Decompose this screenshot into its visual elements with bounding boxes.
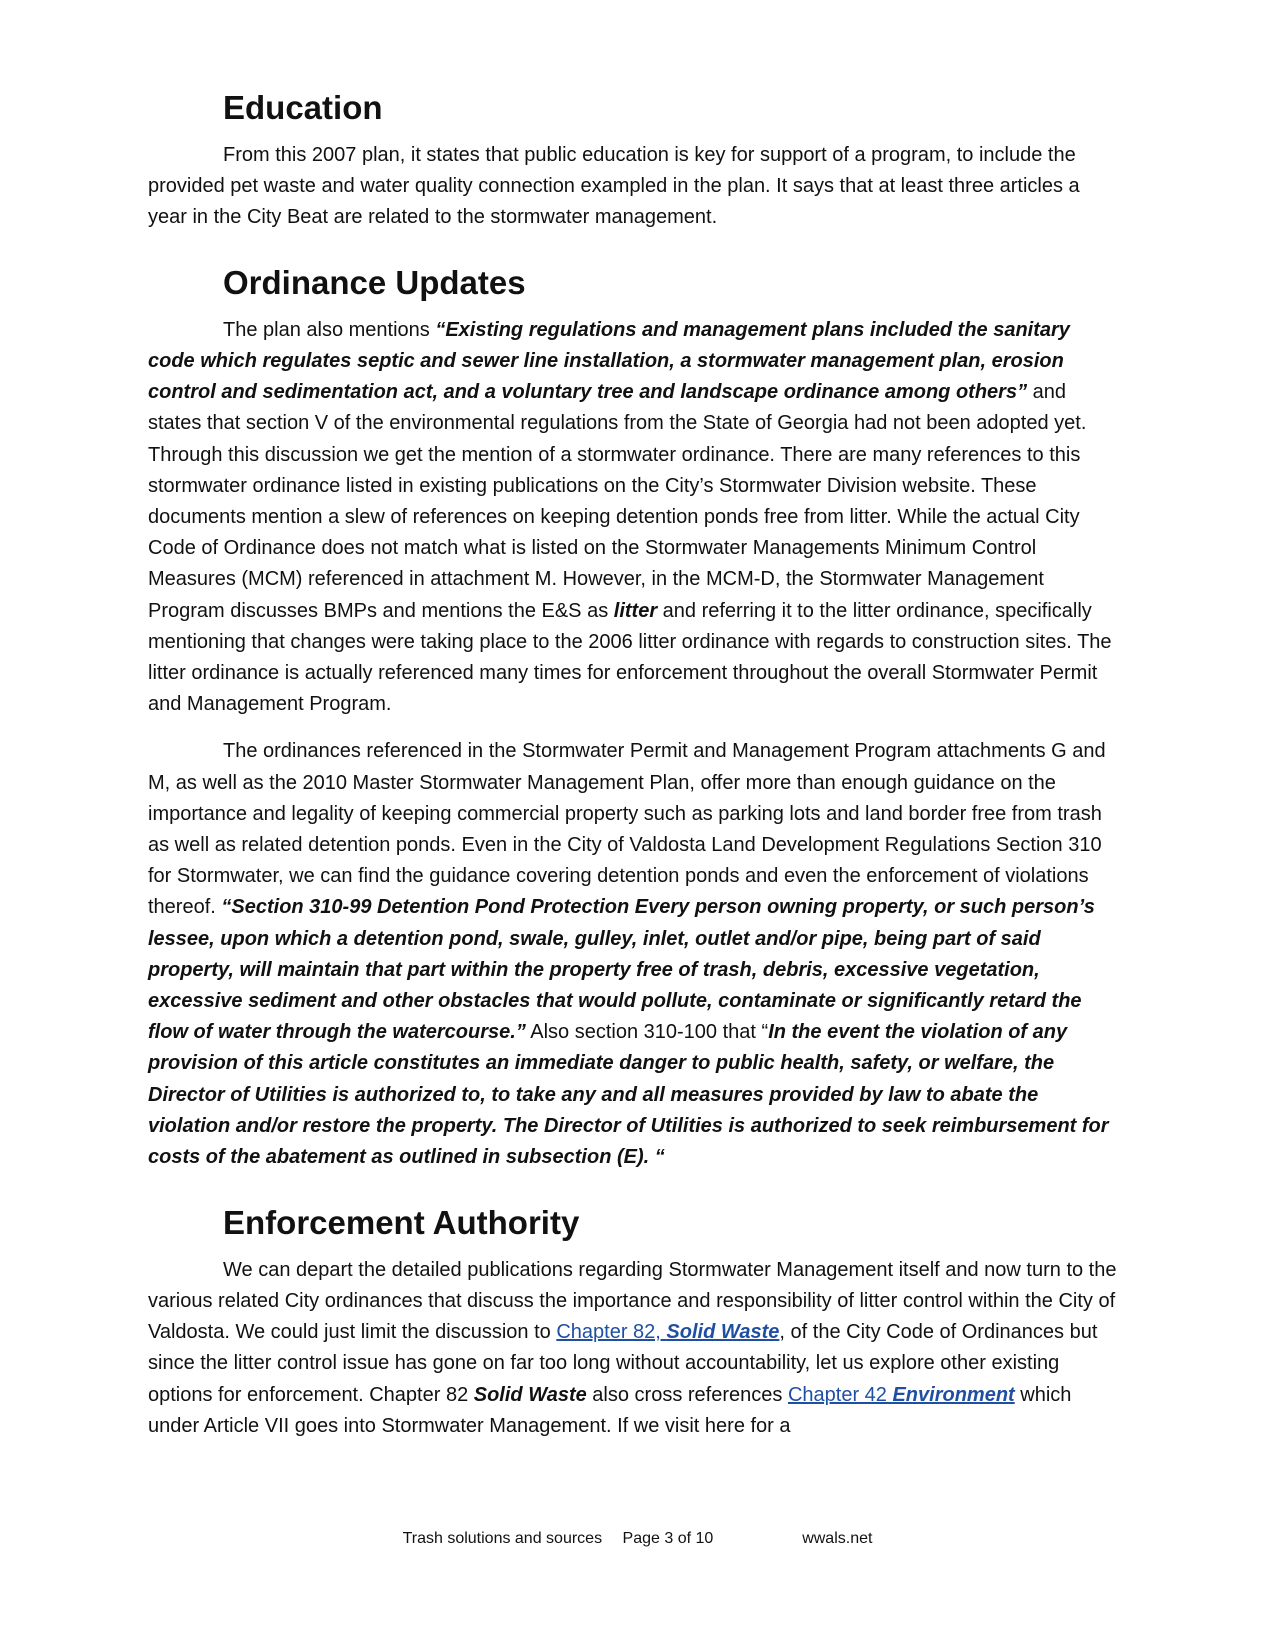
- education-paragraph: From this 2007 plan, it states that public education is key for support of a program, to include the provided pet waste and water quality connection exampled in the plan. It says that at least three articles a year in the City Beat are related to the stormwater management.: [148, 143, 1080, 228]
- page-footer: [0, 1530, 1275, 1548]
- document-page: [148, 88, 1120, 1472]
- enforcement-section: [148, 1203, 1120, 1442]
- chapter-42-environment-link[interactable]: [788, 1384, 1015, 1406]
- ordinance-heading: Ordinance Updates: [223, 264, 526, 302]
- ordinance-section: [148, 263, 1120, 1173]
- footer-page-number: Page 3 of 10: [622, 1530, 714, 1547]
- footer-title: Trash solutions and sources: [402, 1530, 603, 1547]
- quote-section-310-99: “Section 310-99 Detention Pond Protection Every person owning property, or such person’s lessee, upon which a detention pond, swale, gulley, inlet, outlet and/or pipe, being part of said property, will maintain that part within the property free of trash, debris, excessive vegetation, excessive sediment and other obstacles that would pollute, contaminate or significantly retard the flow of water through the watercourse.”: [148, 896, 1095, 1044]
- quote-existing-regulations: “Existing regulations and management plans included the sanitary code which regulates septic and sewer line installation, a stormwater management plan, erosion control and sedimentation act, and a voluntary tree and landscape ordinance among others”: [148, 318, 1070, 404]
- ordinance-paragraph-2: [148, 736, 1120, 1173]
- link-text: Chapter 82,: [556, 1321, 667, 1344]
- text-run: and states that section V of the environmental regulations from the State of Georgia had not been adopted yet. Through this discussion we get the mention of a stormwater ordinance. There are many references to this stormwater ordinance listed in existing publications on the City’s Stormwater Division website. These documents mention a slew of references on keeping detention ponds free from litter. While the actual City Code of Ordinance does not match what is listed on the Stormwater Managements Minimum Control Measures (MCM) referenced in attachment M. However, in the MCM-D, the Stormwater Management Program discusses BMPs and mentions the E&S as: [148, 381, 1087, 622]
- link-text: Chapter 42: [787, 1383, 893, 1406]
- education-section: [148, 88, 1120, 233]
- education-heading: Education: [223, 89, 383, 126]
- enforcement-heading: Enforcement Authority: [223, 1204, 580, 1242]
- text-run: Also section 310-100 that “: [525, 1021, 769, 1044]
- emphasis-litter: litter: [613, 599, 658, 622]
- quote-section-310-100: In the event the violation of any provision of this article constitutes an immediate danger to public health, safety, or welfare, the Director of Utilities is authorized to, to take any and all measures provided by law to abate the violation and/or restore the property. The Director of Utilities is authorized to seek reimbursement for costs of the abatement as outlined in subsection (E). “: [148, 1021, 1109, 1169]
- text-run: , of the City Code of Ordinances but since the litter control issue has gone on far too long without accountability, let us explore other existing options for enforcement. Chapter 82: [148, 1321, 1098, 1406]
- ordinance-paragraph-1: [148, 315, 1120, 721]
- enforcement-paragraph: [148, 1255, 1120, 1442]
- emphasis-solid-waste: Solid Waste: [473, 1383, 587, 1406]
- chapter-82-solid-waste-link[interactable]: [556, 1321, 779, 1343]
- link-text-emphasis: Environment: [892, 1383, 1015, 1406]
- text-run: We can depart the detailed publications regarding Stormwater Management itself and now turn to the various related City ordinances that discuss the importance and responsibility of litter control within the City of Valdosta. We could just limit the discussion to: [148, 1258, 1117, 1344]
- text-run: The ordinances referenced in the Stormwater Permit and Management Program attachments G and M, as well as the 2010 Master Stormwater Management Plan, offer more than enough guidance on the importance and legality of keeping commercial property such as parking lots and land border free from trash as well as related detention ponds. Even in the City of Valdosta Land Development Regulations Section 310 for Stormwater, we can find the guidance covering detention ponds and even the enforcement of violations thereof.: [148, 740, 1106, 919]
- text-run: also cross references: [586, 1383, 788, 1406]
- footer-site: wwals.net: [802, 1530, 873, 1547]
- link-text-emphasis: Solid Waste: [666, 1321, 780, 1344]
- text-run: which under Article VII goes into Stormwater Management. If we visit here for a: [148, 1383, 1072, 1437]
- text-run: The plan also mentions: [223, 318, 436, 341]
- text-run: and referring it to the litter ordinance, specifically mentioning that changes were taking place to the 2006 litter ordinance with regards to construction sites. The litter ordinance is actually referenced many times for enforcement throughout the overall Stormwater Permit and Management Program.: [148, 599, 1112, 716]
